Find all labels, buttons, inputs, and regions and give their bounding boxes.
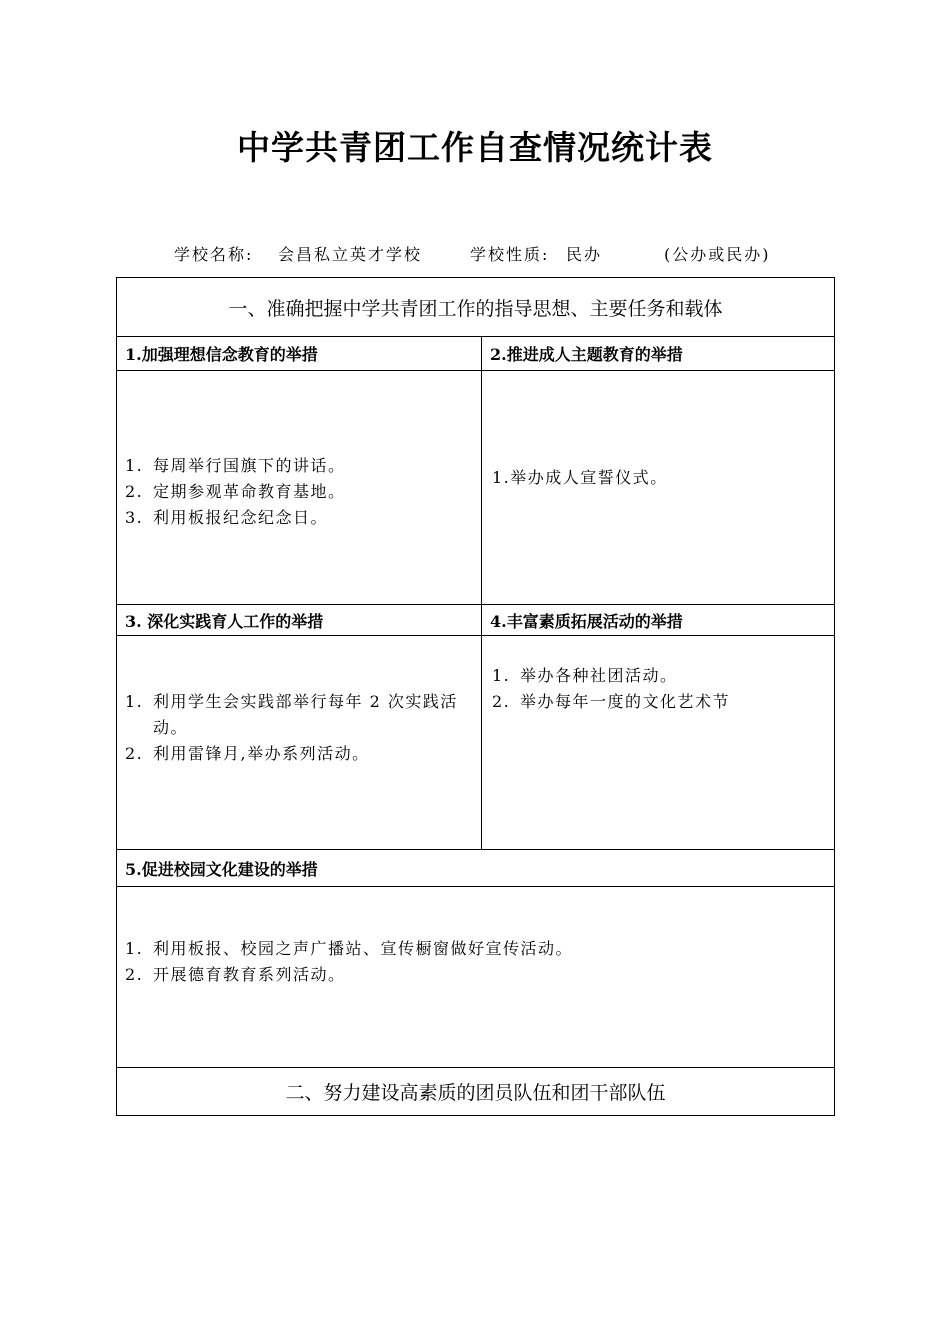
list-item: 2. 开展德育教育系列活动。 [125, 965, 346, 984]
list-item: 2. 举办每年一度的文化艺术节 [492, 691, 731, 711]
item3-content [117, 636, 482, 850]
list-item: 1. 每周举行国旗下的讲话。 [125, 455, 346, 475]
school-type-label: 学校性质: [470, 245, 550, 264]
list-item: 2. 利用雷锋月,举办系列活动。 [125, 743, 370, 763]
school-name-value: 会昌私立英才学校 [278, 245, 423, 264]
section2-heading: 二、努力建设高素质的团员队伍和团干部队伍 [117, 1068, 835, 1116]
item3-heading: 3. 深化实践育人工作的举措 [117, 605, 482, 636]
list-item: 2. 定期参观革命教育基地。 [125, 481, 346, 501]
item1-heading: 1.加强理想信念教育的举措 [117, 337, 482, 371]
list-item: 3. 利用板报纪念纪念日。 [125, 507, 329, 527]
school-type-hint: (公办或民办) [664, 245, 771, 264]
school-name-label: 学校名称: [174, 245, 254, 264]
list-item: 1. 利用板报、校园之声广播站、宣传橱窗做好宣传活动。 [125, 939, 574, 958]
item5-content [117, 887, 835, 1068]
item5-heading: 5.促进校园文化建设的举措 [117, 850, 835, 887]
item1-content [117, 371, 482, 605]
document-title: 中学共青团工作自查情况统计表 [237, 128, 713, 167]
list-item: 1. 利用学生会实践部举行每年 2 次实践活动。 [125, 691, 458, 737]
section1-heading: 一、准确把握中学共青团工作的指导思想、主要任务和载体 [117, 278, 835, 337]
item4-content [482, 636, 835, 850]
list-item: 1. 举办各种社团活动。 [492, 665, 678, 685]
item2-content: 1.举办成人宣誓仪式。 [482, 371, 835, 605]
item4-heading: 4.丰富素质拓展活动的举措 [482, 605, 835, 636]
self-check-table [116, 277, 835, 1116]
school-type-value: 民办 [566, 245, 603, 264]
item2-heading: 2.推进成人主题教育的举措 [482, 337, 835, 371]
